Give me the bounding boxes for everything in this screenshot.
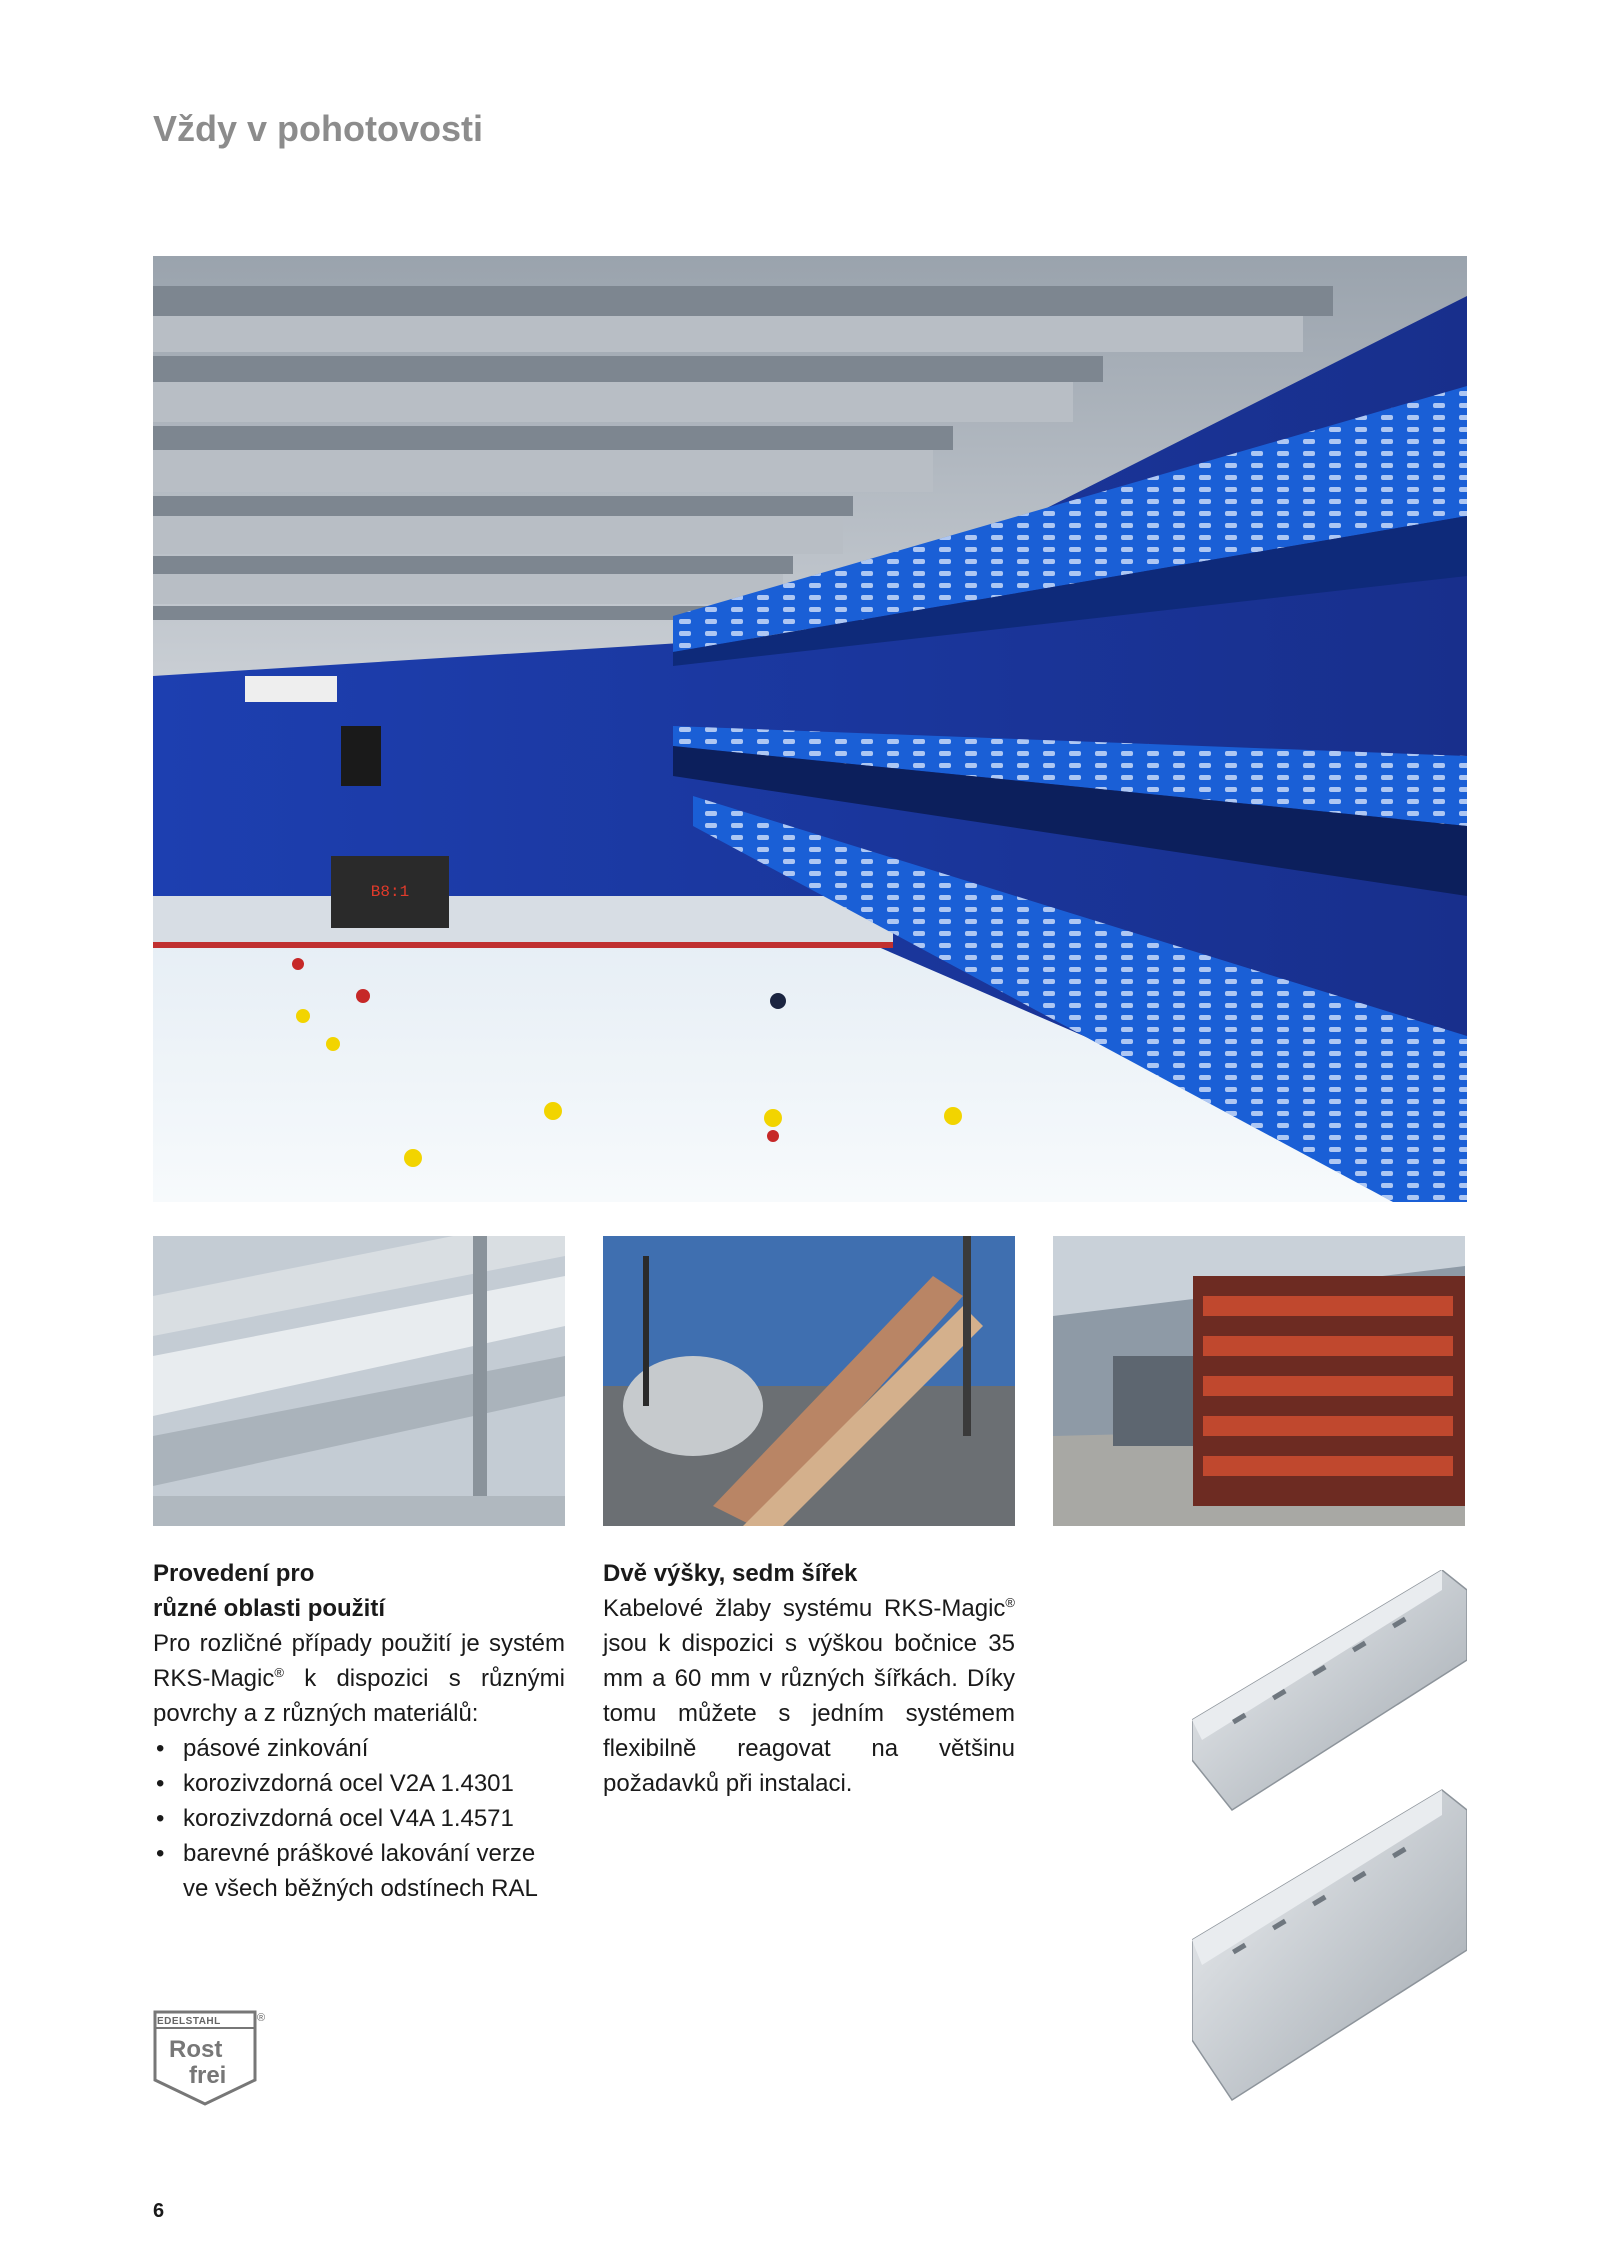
usage-variants-intro xyxy=(153,1626,565,1731)
logo-registered-mark: ® xyxy=(257,2012,266,2024)
usage-variants-heading xyxy=(153,1556,565,1626)
rost-frei-logo xyxy=(153,2010,269,2106)
list-item: • barevné práškové lakování verze ve všech běžných odstínech RAL xyxy=(153,1836,565,1906)
photo-industrial-plant xyxy=(603,1236,1015,1526)
sizes-body xyxy=(603,1591,1015,1801)
list-item: • korozivzdorná ocel V2A 1.4301 xyxy=(153,1766,565,1801)
intro-text-b: k dispozici s různými povrchy a z různých materiálů: xyxy=(153,1665,565,1727)
cable-tray-upper xyxy=(1192,1570,1467,1810)
page-number: 6 xyxy=(153,2200,165,2222)
usage-variants-section xyxy=(153,1556,565,1906)
logo-edelstahl-text: EDELSTAHL xyxy=(157,2016,221,2027)
usage-heading-line1: Provedení pro xyxy=(153,1560,315,1587)
scoreboard-text: B8:1 xyxy=(370,883,410,901)
registered-mark: ® xyxy=(1005,1595,1015,1610)
cable-tray-product-image xyxy=(1192,1570,1467,2120)
hero-photo-ice-arena xyxy=(153,256,1467,1202)
photo-cable-trays-ceiling xyxy=(153,1236,565,1526)
finish-list xyxy=(153,1731,565,1906)
cable-tray-lower xyxy=(1192,1790,1467,2100)
sizes-text-b: jsou k dispozici s výškou bočnice 35 mm a 60 mm v různých šířkách. Díky tomu můžete s jedním systémem flexibilně reagovat na většinu požadavků při instalaci. xyxy=(603,1630,1015,1797)
usage-heading-line2: různé oblasti použití xyxy=(153,1595,385,1622)
sizes-section xyxy=(603,1556,1015,1801)
sizes-text-a: Kabelové žlaby systému RKS-Magic xyxy=(603,1595,1006,1622)
list-item: • pásové zinkování xyxy=(153,1731,565,1766)
intro-text-a: Pro rozličné případy použití je systém RKS-Magic xyxy=(153,1630,565,1692)
logo-frei-text: frei xyxy=(189,2062,227,2089)
photo-warehouse-racks xyxy=(1053,1236,1465,1526)
page-title: Vždy v pohotovosti xyxy=(153,108,484,149)
logo-rost-text: Rost xyxy=(169,2036,223,2063)
registered-mark: ® xyxy=(274,1665,284,1680)
sizes-heading: Dvě výšky, sedm šířek xyxy=(603,1560,858,1587)
list-item: • korozivzdorná ocel V4A 1.4571 xyxy=(153,1801,565,1836)
